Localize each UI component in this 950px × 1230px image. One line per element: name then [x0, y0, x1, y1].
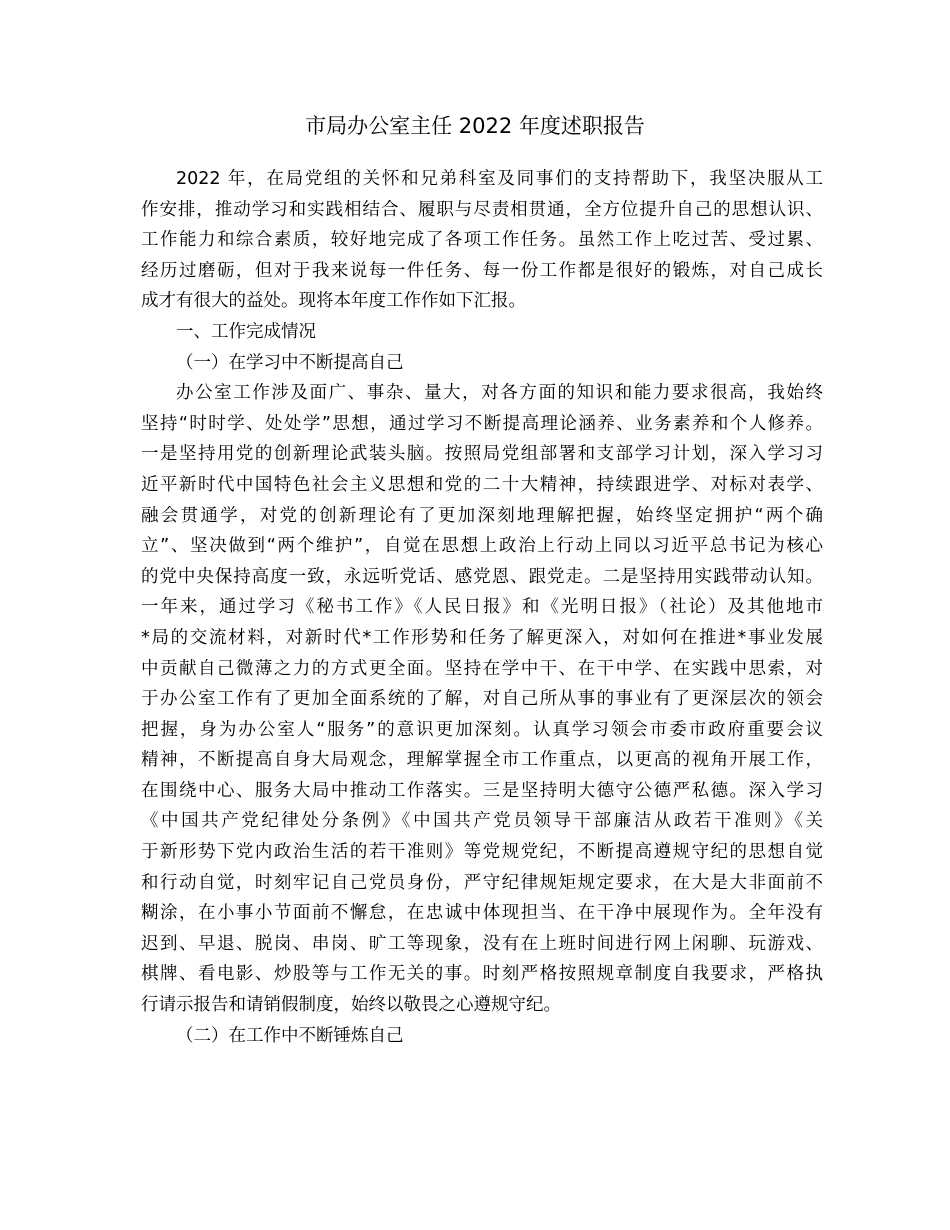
text-line: 一是坚持用党的创新理论武装头脑。按照局党组部署和支部学习计划，深入学习习: [141, 444, 823, 465]
text-line: 糊涂，在小事小节面前不懈怠，在忠诚中体现担当、在干净中展现作为。全年没有: [141, 903, 823, 924]
text-line: 坚持“时时学、处处学”思想，通过学习不断提高理论涵养、业务素养和个人修养。: [141, 413, 823, 434]
text-line: 近平新时代中国特色社会主义思想和党的二十大精神，持续跟进学、对标对表学、: [141, 474, 823, 495]
section-heading: 一、工作完成情况: [176, 321, 316, 342]
text-line: 的党中央保持高度一致，永远听党话、感党恩、跟党走。二是坚持用实践带动认知。: [141, 566, 823, 587]
subsection-heading: （一）在学习中不断提高自己: [176, 352, 404, 373]
text-line: 中贡献自己微薄之力的方式更全面。坚持在学中干、在干中学、在实践中思索，对: [141, 658, 823, 679]
text-line: 工作能力和综合素质，较好地完成了各项工作任务。虽然工作上吃过苦、受过累、: [141, 230, 823, 251]
text-line: 经历过磨砺，但对于我来说每一件任务、每一份工作都是很好的锻炼，对自己成长: [141, 260, 823, 281]
text-line: 融会贯通学，对党的创新理论有了更加深刻地理解把握，始终坚定拥护“两个确: [141, 505, 823, 526]
text-line: 在围绕中心、服务大局中推动工作落实。三是坚持明大德守公德严私德。深入学习: [141, 780, 823, 801]
text-line: 棋牌、看电影、炒股等与工作无关的事。时刻严格按照规章制度自我要求，严格执: [141, 964, 823, 985]
text-line: 于办公室工作有了更加全面系统的了解，对自己所从事的事业有了更深层次的领会: [141, 689, 823, 710]
text-line: 迟到、早退、脱岗、串岗、旷工等现象，没有在上班时间进行网上闲聊、玩游戏、: [141, 933, 823, 954]
text-line: 精神，不断提高自身大局观念，理解掌握全市工作重点，以更高的视角开展工作，: [141, 750, 823, 771]
text-line: *局的交流材料，对新时代*工作形势和任务了解更深入，对如何在推进*事业发展: [141, 627, 823, 648]
document-body: [141, 164, 823, 1051]
text-line: 办公室工作涉及面广、事杂、量大，对各方面的知识和能力要求很高，我始终: [176, 383, 823, 404]
text-line: 于新形势下党内政治生活的若干准则》等党规党纪，不断提高遵规守纪的思想自觉: [141, 842, 823, 863]
text-line: 一年来，通过学习《秘书工作》《人民日报》和《光明日报》（社论）及其他地市: [141, 597, 823, 618]
text-line: 成才有很大的益处。现将本年度工作作如下汇报。: [141, 291, 526, 312]
page-title: 市局办公室主任 2022 年度述职报告: [305, 114, 645, 138]
text-line: 行请示报告和请销假制度，始终以敬畏之心遵规守纪。: [141, 995, 561, 1016]
text-line: 《中国共产党纪律处分条例》《中国共产党员领导干部廉洁从政若干准则》《关: [141, 811, 823, 832]
text-line: 把握，身为办公室人“服务”的意识更加深刻。认真学习领会市委市政府重要会议: [141, 719, 823, 740]
text-line: 作安排，推动学习和实践相结合、履职与尽责相贯通，全方位提升自己的思想认识、: [141, 199, 823, 220]
text-line: 立”、坚决做到“两个维护”，自觉在思想上政治上行动上同以习近平总书记为核心: [141, 536, 823, 557]
text-line: 和行动自觉，时刻牢记自己党员身份，严守纪律规矩规定要求，在大是大非面前不: [141, 872, 823, 893]
subsection-heading: （二）在工作中不断锤炼自己: [176, 1025, 404, 1046]
text-line: 2022 年，在局党组的关怀和兄弟科室及同事们的支持帮助下，我坚决服从工: [176, 169, 823, 189]
